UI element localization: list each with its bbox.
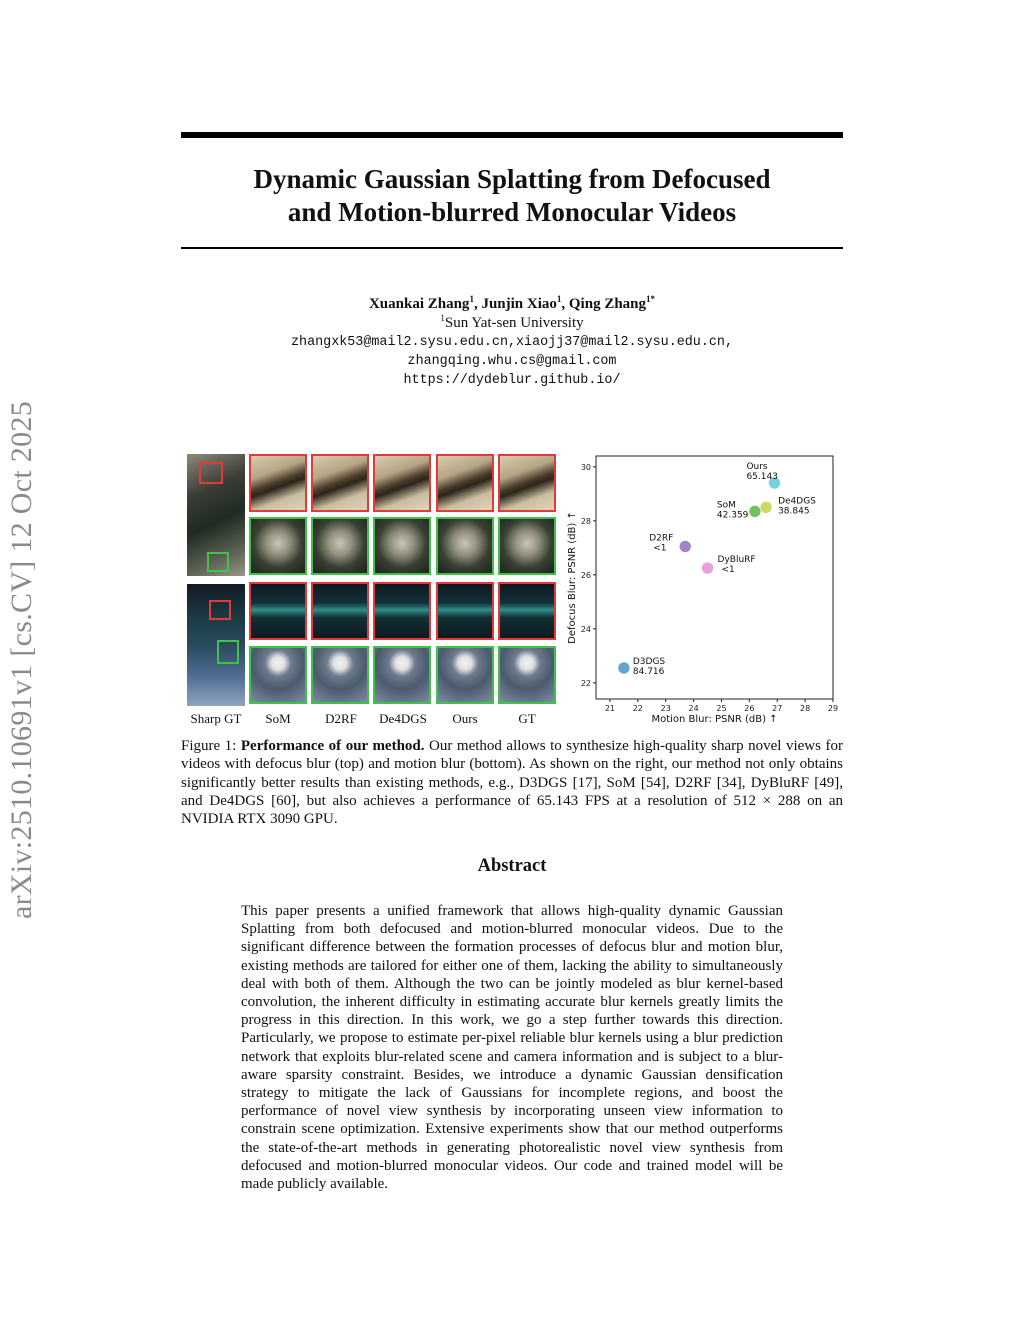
- column-label-som: SoM: [265, 711, 291, 726]
- y-tick-label: 28: [580, 516, 591, 526]
- y-tick-label: 24: [580, 624, 591, 634]
- arxiv-identifier: arXiv:2510.10691v1 [cs.CV] 12 Oct 2025: [5, 400, 38, 920]
- sharp-gt-image-defocus: [187, 454, 245, 576]
- author-3: Qing Zhang: [568, 296, 647, 312]
- caption-bold: Performance of our method.: [240, 738, 425, 754]
- x-tick-label: 21: [604, 704, 616, 713]
- paper-title: [181, 163, 843, 229]
- point-label-d3dgs: D3DGS: [632, 656, 666, 667]
- column-label-gt: GT: [518, 711, 536, 726]
- point-fps-dyblurf: <1: [721, 565, 735, 576]
- project-url[interactable]: https://dydeblur.github.io/: [403, 373, 621, 388]
- point-d3dgs: [618, 662, 630, 674]
- crop-gt-defocus-green: [498, 517, 556, 575]
- crop-gt-motion-green: [498, 646, 556, 704]
- x-tick-label: 24: [688, 704, 699, 713]
- x-tick-label: 23: [660, 704, 671, 713]
- point-label-ours: Ours: [746, 462, 768, 472]
- motion-crop-marker-red: [209, 600, 231, 620]
- crop-de4dgs-defocus-green: [373, 517, 431, 575]
- author-1: Xuankai Zhang: [368, 296, 470, 312]
- crop-ours-defocus-red: [436, 454, 494, 512]
- crop-som-motion-red: [249, 582, 307, 640]
- point-de4dgs: [760, 501, 772, 513]
- point-fps-som: 42.359: [716, 510, 749, 521]
- x-tick-label: 29: [827, 704, 839, 713]
- affiliation: [181, 314, 843, 333]
- crop-de4dgs-defocus-red: [373, 454, 431, 512]
- affiliation-name: Sun Yat-sen University: [444, 315, 584, 331]
- crop-gt-motion-red: [498, 582, 556, 640]
- author-3-sup: 1*: [646, 294, 656, 304]
- crop-ours-motion-green: [436, 646, 494, 704]
- affiliation-sup: 1: [440, 313, 445, 323]
- y-tick-label: 22: [580, 678, 591, 688]
- author-block: [181, 294, 843, 390]
- column-label-sharp-gt: Sharp GT: [190, 711, 242, 726]
- title-rule-top: [181, 132, 843, 138]
- crop-d2rf-defocus-green: [311, 517, 369, 575]
- email-line-2[interactable]: zhangqing.whu.cs@gmail.com: [407, 354, 617, 369]
- author-names: [181, 294, 843, 314]
- crop-ours-motion-red: [436, 582, 494, 640]
- y-axis-label: Defocus Blur: PSNR (dB) ↑: [567, 511, 578, 644]
- x-tick-label: 28: [800, 704, 811, 713]
- author-sep: ,: [473, 296, 482, 312]
- y-tick-label: 26: [580, 570, 591, 580]
- point-fps-d2rf: <1: [653, 543, 667, 554]
- abstract-body: This paper presents a unified framework that allows high-quality dynamic Gaussian Splatting from both defocused and motion-blurred monocular videos. Due to the significant difference between the formation processes of defocus blur and motion blur, existing methods are tailored for either one of them, lacking the ability to simultaneously deal with both of them. Although the two can be jointly modeled as blur kernel-based convolution, the inherent difficulty in estimating accurate blur kernels greatly limits the progress in this direction. In this work, we go a step further towards this direction. Particularly, we propose to estimate per-pixel reliable blur kernels using a blur prediction network that exploits blur-related scene and camera information and is subject to a blur-aware sparsity constraint. Besides, we introduce a dynamic Gaussian densification strategy to mitigate the lack of Gaussians for incomplete regions, and boost the performance of novel view synthesis by incorporating unseen view information to constrain scene optimization. Extensive experiments show that our method outperforms the state-of-the-art methods in generating photorealistic novel view synthesis from defocused and motion-blurred monocular videos. Our code and trained model will be made publicly available.: [241, 903, 783, 1193]
- x-tick-label: 26: [744, 704, 755, 713]
- title-line-2: and Motion-blurred Monocular Videos: [287, 197, 737, 227]
- caption-text: Our method allows to synthesize high-quality sharp novel views for videos with defocus blur (top) and motion blur (bottom). As shown on the right, our method not only obtains significantly better results than existing methods, e.g., D3DGS [17], SoM [54], D2RF [34], DyBluRF [49], and De4DGS [60], but also achieves a performance of 65.143 FPS at a resolution of 512 × 288 on an NVIDIA RTX 3090 GPU.: [181, 738, 843, 828]
- title-line-1: Dynamic Gaussian Splatting from Defocused: [253, 164, 771, 194]
- abstract-heading: Abstract: [477, 856, 547, 876]
- point-label-d2rf: D2RF: [649, 533, 674, 544]
- point-label-dyblurf: DyBluRF: [717, 555, 756, 566]
- crop-som-defocus-green: [249, 517, 307, 575]
- x-tick-label: 22: [632, 704, 643, 713]
- figure-caption: [181, 737, 843, 828]
- point-fps-d3dgs: 84.716: [632, 666, 665, 677]
- crop-ours-defocus-green: [436, 517, 494, 575]
- title-rule-bottom: [181, 247, 843, 249]
- point-label-som: SoM: [716, 500, 736, 511]
- column-label-de4dgs: De4DGS: [379, 711, 427, 726]
- x-tick-label: 27: [772, 704, 783, 713]
- point-dyblurf: [702, 562, 714, 574]
- psnr-scatter-chart: [564, 450, 846, 728]
- sharp-gt-image-motion: [187, 584, 245, 706]
- point-som: [749, 505, 761, 517]
- author-sep: ,: [561, 296, 569, 312]
- point-fps-ours: 65.143: [746, 472, 778, 482]
- column-label-ours: Ours: [452, 711, 478, 726]
- author-2: Junjin Xiao: [481, 296, 557, 312]
- defocus-crop-marker-red: [199, 462, 223, 484]
- point-fps-de4dgs: 38.845: [778, 506, 810, 517]
- x-axis-label: Motion Blur: PSNR (dB) ↑: [651, 714, 778, 725]
- y-tick-label: 30: [580, 462, 591, 472]
- comparison-image-grid: [187, 454, 557, 706]
- crop-de4dgs-motion-red: [373, 582, 431, 640]
- crop-som-defocus-red: [249, 454, 307, 512]
- x-tick-label: 25: [716, 704, 727, 713]
- point-d2rf: [679, 540, 691, 552]
- author-1-sup: 1: [469, 294, 474, 304]
- email-line-1[interactable]: zhangxk53@mail2.sysu.edu.cn,xiaojj37@mail2.sysu.edu.cn,: [291, 335, 733, 350]
- crop-d2rf-motion-green: [311, 646, 369, 704]
- motion-crop-marker-green: [217, 640, 239, 664]
- defocus-crop-marker-green: [207, 552, 229, 572]
- crop-d2rf-motion-red: [311, 582, 369, 640]
- crop-som-motion-green: [249, 646, 307, 704]
- crop-de4dgs-motion-green: [373, 646, 431, 704]
- crop-d2rf-defocus-red: [311, 454, 369, 512]
- author-2-sup: 1: [556, 294, 562, 304]
- point-label-de4dgs: De4DGS: [778, 496, 816, 507]
- column-label-d2rf: D2RF: [325, 711, 357, 726]
- crop-gt-defocus-red: [498, 454, 556, 512]
- caption-prefix: Figure 1:: [181, 738, 241, 754]
- chart-plot-area: [596, 456, 833, 699]
